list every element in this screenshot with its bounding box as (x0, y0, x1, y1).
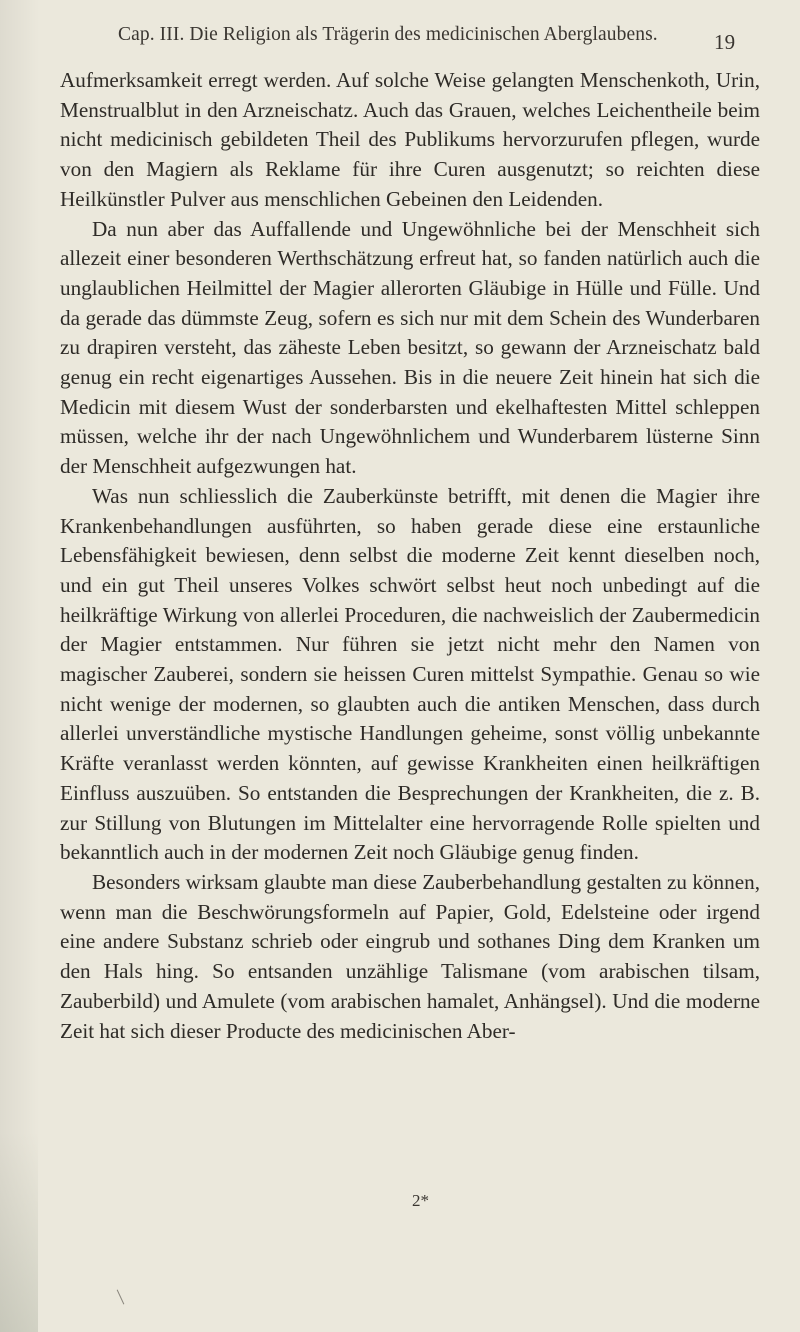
chapter-heading: Cap. III. Die Religion als Trägerin des medicinischen Aberglaubens. (118, 24, 658, 45)
running-header (118, 24, 758, 54)
page-number: 19 (714, 30, 736, 54)
page-edge-shading (0, 1132, 38, 1332)
paragraph-2: Da nun aber das Auffallende und Ungewöhnliche bei der Menschheit sich allezeit einer besonderen Werthschätzung erfreut hat, so fanden natürlich auch die unglaublichen Heilmittel der Magier allerorten Gläubige in Hülle und Fülle. Und da gerade das dümmste Zeug, sofern es sich nur mit dem Schein des Wunderbaren zu drapiren versteht, das zäheste Leben besitzt, so gewann der Arzneischatz bald genug ein recht eigenartiges Aussehen. Bis in die neuere Zeit hinein hat sich die Medicin mit diesem Wust der sonderbarsten und ekelhaftesten Mittel schleppen müssen, welche ihr der nach Ungewöhnlichem und Wunderbarem lüsterne Sinn der Menschheit aufgezwungen hat. (60, 216, 760, 479)
paragraph-4: Besonders wirksam glaubte man diese Zauberbehandlung gestalten zu können, wenn man die Beschwörungsformeln auf Papier, Gold, Edelsteine oder irgend eine andere Substanz schrieb oder eingrub und sothanes Ding dem Kranken um den Hals hing. So entsanden unzählige Talismane (vom arabischen tilsam, Zauberbild) und Amulete (vom arabischen hamalet, Anhängsel). Und die moderne Zeit hat sich dieser Producte des medicinischen Aber- (60, 869, 760, 1043)
stray-ink-mark (117, 1290, 125, 1305)
printer-signature-mark: 2* (412, 1191, 429, 1210)
paragraph-1: Aufmerksamkeit erregt werden. Auf solche Weise gelangten Menschenkoth, Urin, Menstrualblut in den Arzneischatz. Auch das Grauen, welches Leichentheile beim nicht medicinisch gebildeten Theil des Publikums hervorzurufen pflegen, wurde von den Magiern als Reklame für ihre Curen ausgenutzt; so reichten diese Heilkünstler Pulver aus menschlichen Gebeinen den Leidenden. (60, 68, 760, 211)
paragraph-3: Was nun schliesslich die Zauberkünste betrifft, mit denen die Magier ihre Krankenbehandlungen ausführten, so haben gerade diese eine erstaunliche Lebensfähigkeit bewiesen, denn selbst die moderne Zeit kennt dieselben noch, und ein gut Theil unseres Volkes schwört selbst heut noch unbedingt auf die heilkräftige Wirkung von allerlei Proceduren, die nachweislich der Zaubermedicin der Magier entstammen. Nur führen sie jetzt nicht mehr den Namen von magischer Zauberei, sondern sie heissen Curen mittelst Sympathie. Genau so wie nicht wenige der modernen, so glaubten auch die antiken Menschen, dass durch allerlei unverständliche mystische Handlungen geheime, sonst völlig unbekannte Kräfte veranlasst werden könnten, auf gewisse Krankheiten einen heilkräftigen Einfluss auszuüben. So entstanden die Besprechungen der Krankheiten, die z. B. zur Stillung von Blutungen im Mittelalter eine hervorragende Rolle spielten und bekanntlich auch in der modernen Zeit noch Gläubige genug finden. (60, 483, 760, 865)
body-text (60, 66, 760, 1046)
